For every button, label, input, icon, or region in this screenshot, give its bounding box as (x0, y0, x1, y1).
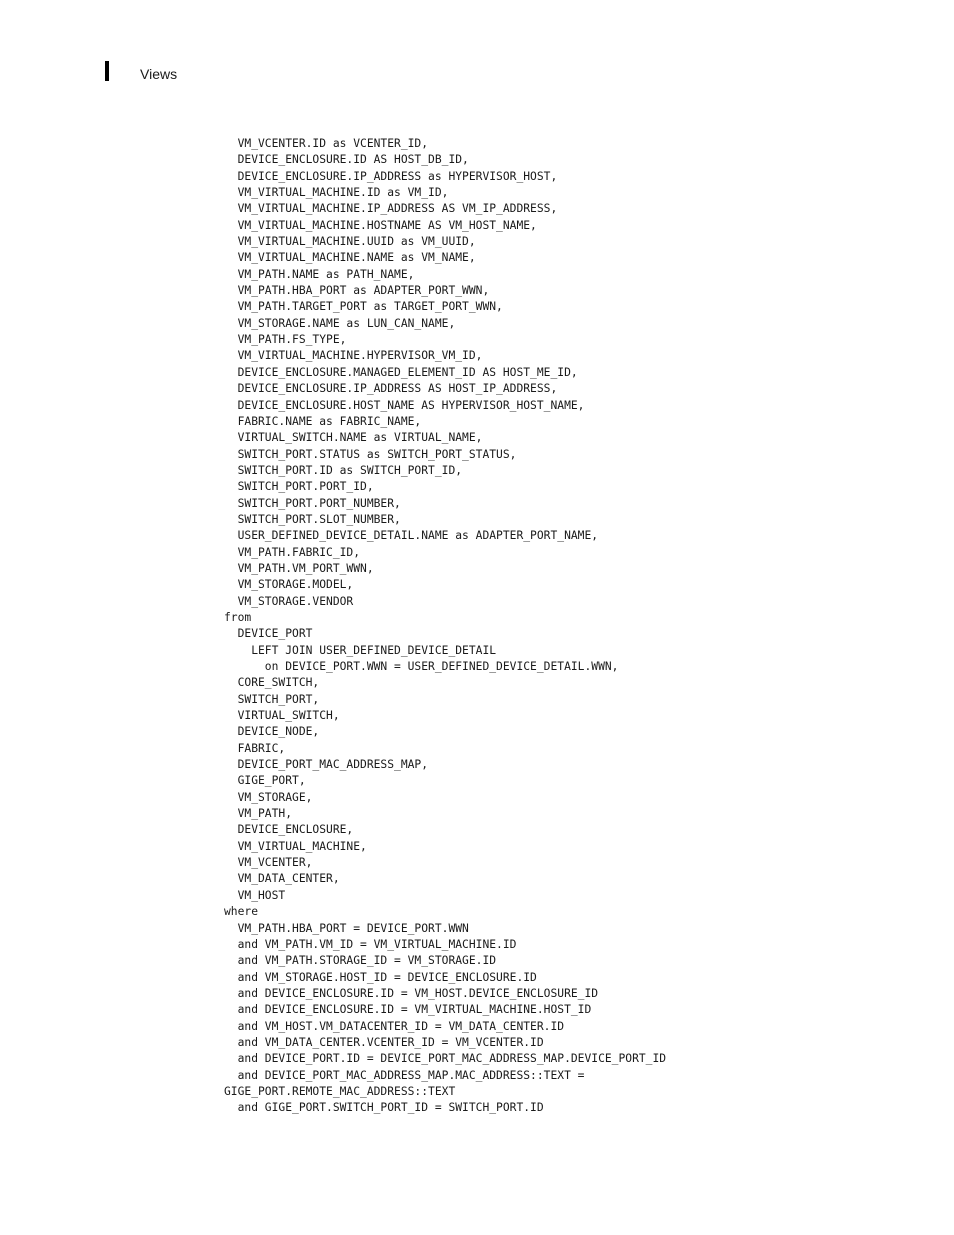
code-line: and DEVICE_PORT.ID = DEVICE_PORT_MAC_ADDRESS_MAP.DEVICE_PORT_ID (224, 1052, 667, 1066)
code-line: FABRIC.NAME as FABRIC_NAME, (224, 414, 422, 428)
code-line: and DEVICE_ENCLOSURE.ID = VM_VIRTUAL_MACHINE.HOST_ID (224, 1003, 592, 1017)
code-line: VM_VIRTUAL_MACHINE.HOSTNAME AS VM_HOST_NAME, (224, 218, 537, 232)
code-line: and GIGE_PORT.SWITCH_PORT_ID = SWITCH_PORT.ID (224, 1101, 544, 1115)
code-line: VM_HOST (224, 888, 286, 902)
code-line: VM_PATH.VM_PORT_WWN, (224, 561, 374, 575)
code-line: on DEVICE_PORT.WWN = USER_DEFINED_DEVICE_DETAIL.WWN, (224, 660, 619, 673)
code-line: VM_VIRTUAL_MACHINE.NAME as VM_NAME, (224, 251, 476, 265)
code-line: VM_VIRTUAL_MACHINE.IP_ADDRESS AS VM_IP_ADDRESS, (224, 202, 558, 216)
code-line: DEVICE_ENCLOSURE.IP_ADDRESS as HYPERVISOR_HOST, (224, 169, 558, 183)
code-line: DEVICE_ENCLOSURE.HOST_NAME AS HYPERVISOR_HOST_NAME, (224, 398, 585, 412)
code-line: and VM_PATH.STORAGE_ID = VM_STORAGE.ID (224, 954, 497, 968)
code-line: GIGE_PORT, (224, 774, 306, 788)
page-header-title: Views (140, 66, 178, 82)
code-line: and DEVICE_ENCLOSURE.ID = VM_HOST.DEVICE_ENCLOSURE_ID (224, 986, 599, 1000)
code-line: DEVICE_ENCLOSURE.ID AS HOST_DB_ID, (224, 153, 469, 167)
code-line: and VM_STORAGE.HOST_ID = DEVICE_ENCLOSURE.ID (224, 970, 537, 984)
code-line: and DEVICE_PORT_MAC_ADDRESS_MAP.MAC_ADDRESS::TEXT = (224, 1068, 585, 1082)
code-line: SWITCH_PORT, (224, 692, 320, 706)
code-line: CORE_SWITCH, (224, 676, 320, 690)
code-line: DEVICE_NODE, (224, 725, 320, 739)
code-line: VM_STORAGE.VENDOR (224, 594, 354, 608)
code-line: VM_PATH.FABRIC_ID, (224, 545, 361, 559)
code-line: VM_PATH.TARGET_PORT as TARGET_PORT_WWN, (224, 300, 503, 314)
code-line: DEVICE_ENCLOSURE.MANAGED_ELEMENT_ID AS HOST_ME_ID, (224, 365, 578, 379)
code-line: where (224, 905, 259, 919)
code-line: VM_VIRTUAL_MACHINE.ID as VM_ID, (224, 186, 449, 200)
code-line: USER_DEFINED_DEVICE_DETAIL.NAME as ADAPTER_PORT_NAME, (224, 529, 599, 543)
code-line: VM_PATH.NAME as PATH_NAME, (224, 267, 415, 281)
code-line: and VM_DATA_CENTER.VCENTER_ID = VM_VCENTER.ID (224, 1035, 544, 1049)
code-line: VIRTUAL_SWITCH.NAME as VIRTUAL_NAME, (224, 431, 483, 445)
sql-code-block (224, 136, 666, 1117)
code-line: and VM_PATH.VM_ID = VM_VIRTUAL_MACHINE.ID (224, 937, 517, 951)
code-line: SWITCH_PORT.PORT_ID, (224, 480, 374, 494)
change-bar (105, 61, 109, 81)
code-line: VM_VIRTUAL_MACHINE.HYPERVISOR_VM_ID, (224, 349, 483, 363)
code-line: VIRTUAL_SWITCH, (224, 709, 340, 723)
code-line: SWITCH_PORT.PORT_NUMBER, (224, 496, 401, 510)
code-line: VM_PATH.HBA_PORT = DEVICE_PORT.WWN (224, 921, 469, 935)
code-line: FABRIC, (224, 741, 286, 755)
code-line: VM_STORAGE, (224, 790, 313, 804)
code-line: VM_VIRTUAL_MACHINE.UUID as VM_UUID, (224, 235, 476, 249)
code-line: VM_VCENTER.ID as VCENTER_ID, (224, 137, 429, 150)
code-line: DEVICE_ENCLOSURE.IP_ADDRESS AS HOST_IP_ADDRESS, (224, 382, 558, 396)
code-line: VM_STORAGE.MODEL, (224, 578, 354, 592)
code-line: DEVICE_PORT_MAC_ADDRESS_MAP, (224, 758, 429, 772)
code-line: and VM_HOST.VM_DATACENTER_ID = VM_DATA_CENTER.ID (224, 1019, 565, 1033)
code-line: VM_VCENTER, (224, 856, 313, 870)
code-line: SWITCH_PORT.STATUS as SWITCH_PORT_STATUS, (224, 447, 517, 461)
code-line: VM_PATH.FS_TYPE, (224, 333, 347, 347)
code-line: VM_DATA_CENTER, (224, 872, 340, 886)
code-line: VM_PATH, (224, 807, 293, 821)
code-line: GIGE_PORT.REMOTE_MAC_ADDRESS::TEXT (224, 1084, 456, 1098)
code-line: VM_PATH.HBA_PORT as ADAPTER_PORT_WWN, (224, 284, 490, 298)
code-line: LEFT JOIN USER_DEFINED_DEVICE_DETAIL (224, 643, 497, 657)
code-line: VM_STORAGE.NAME as LUN_CAN_NAME, (224, 316, 456, 330)
code-line: SWITCH_PORT.SLOT_NUMBER, (224, 512, 401, 526)
code-line: DEVICE_PORT (224, 627, 313, 641)
code-line: from (224, 610, 252, 624)
code-line: DEVICE_ENCLOSURE, (224, 823, 354, 837)
code-line: SWITCH_PORT.ID as SWITCH_PORT_ID, (224, 463, 463, 477)
code-line: VM_VIRTUAL_MACHINE, (224, 839, 367, 853)
